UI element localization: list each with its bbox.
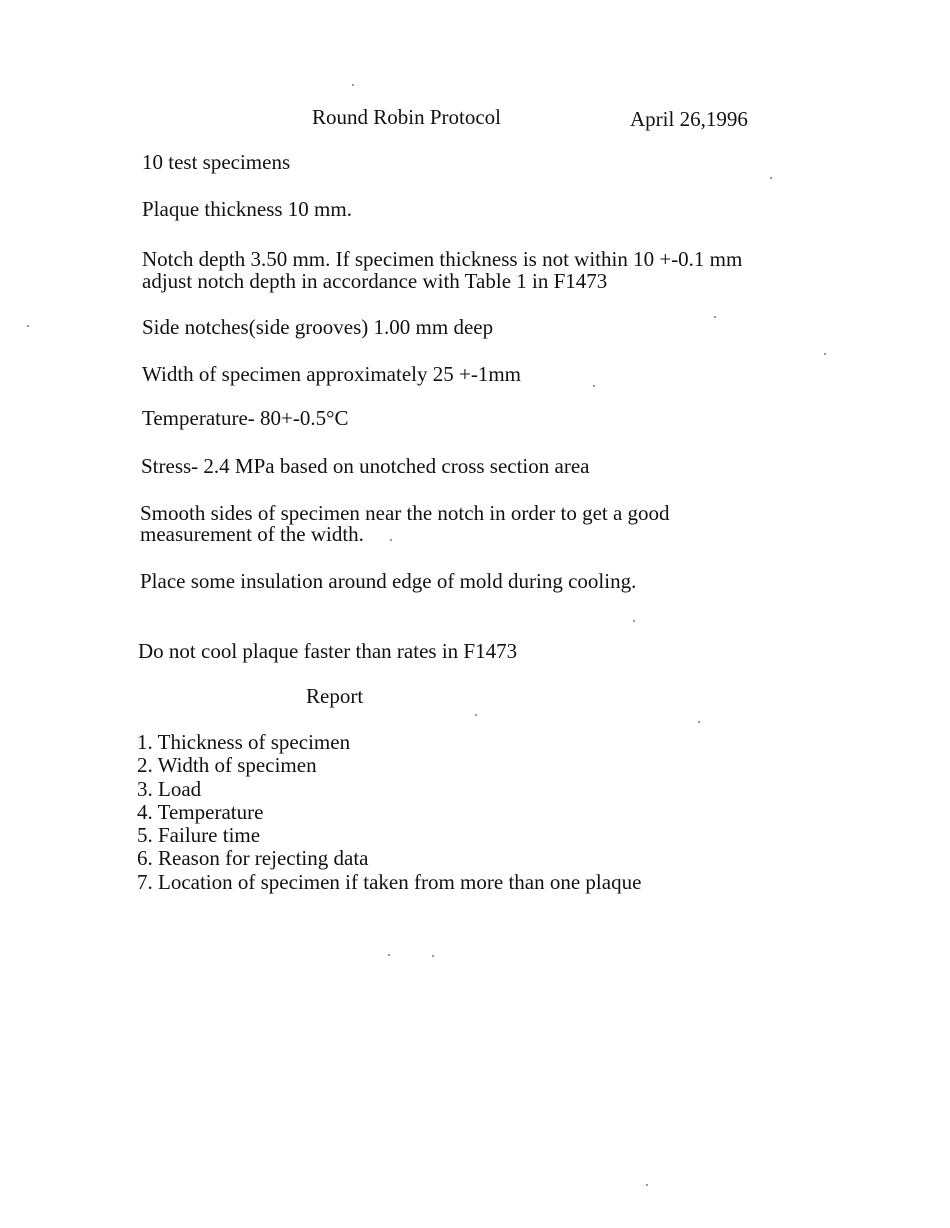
scan-speck <box>593 385 595 387</box>
plaque-thickness-paragraph: Plaque thickness 10 mm. <box>142 197 352 221</box>
document-title: Round Robin Protocol <box>312 105 502 129</box>
insulation-paragraph: Place some insulation around edge of mold during cooling. <box>140 569 637 593</box>
notch-depth-line-1: Notch depth 3.50 mm. If specimen thickness is not within 10 +-0.1 mm <box>142 247 743 271</box>
report-item: 6. Reason for rejecting data <box>137 846 369 871</box>
smooth-sides-line-1: Smooth sides of specimen near the notch in order to get a good <box>140 501 670 525</box>
report-item: 7. Location of specimen if taken from more than one plaque <box>137 869 642 894</box>
report-item: 1. Thickness of specimen <box>137 730 351 754</box>
notch-depth-line-2: adjust notch depth in accordance with Table 1 in F1473 <box>142 269 608 293</box>
document-date: April 26,1996 <box>630 107 748 131</box>
scan-speck <box>770 177 772 179</box>
stress-paragraph: Stress- 2.4 MPa based on unotched cross section area <box>141 454 590 478</box>
scan-speck <box>714 316 716 318</box>
specimens-paragraph: 10 test specimens <box>142 150 291 174</box>
scan-speck <box>432 955 434 957</box>
scan-speck <box>390 539 392 541</box>
cooling-paragraph: Do not cool plaque faster than rates in F1473 <box>138 639 518 663</box>
scan-speck <box>646 1184 648 1186</box>
report-item: 2. Width of specimen <box>137 753 317 778</box>
scan-speck <box>27 325 29 327</box>
report-item: 5. Failure time <box>137 823 261 848</box>
width-paragraph: Width of specimen approximately 25 +-1mm <box>142 362 521 386</box>
side-notches-paragraph: Side notches(side grooves) 1.00 mm deep <box>142 315 494 339</box>
scan-speck <box>475 714 477 716</box>
temperature-paragraph: Temperature- 80+-0.5°C <box>142 406 349 430</box>
scan-speck <box>352 84 354 86</box>
scan-speck <box>698 721 700 723</box>
report-list <box>137 731 641 894</box>
scan-speck <box>824 353 826 355</box>
report-item: 3. Load <box>137 776 202 801</box>
report-heading: Report <box>306 684 364 708</box>
report-item: 4. Temperature <box>137 799 264 824</box>
smooth-sides-line-2: measurement of the width. <box>140 522 364 546</box>
scan-speck <box>388 954 390 956</box>
scan-speck <box>633 620 635 622</box>
